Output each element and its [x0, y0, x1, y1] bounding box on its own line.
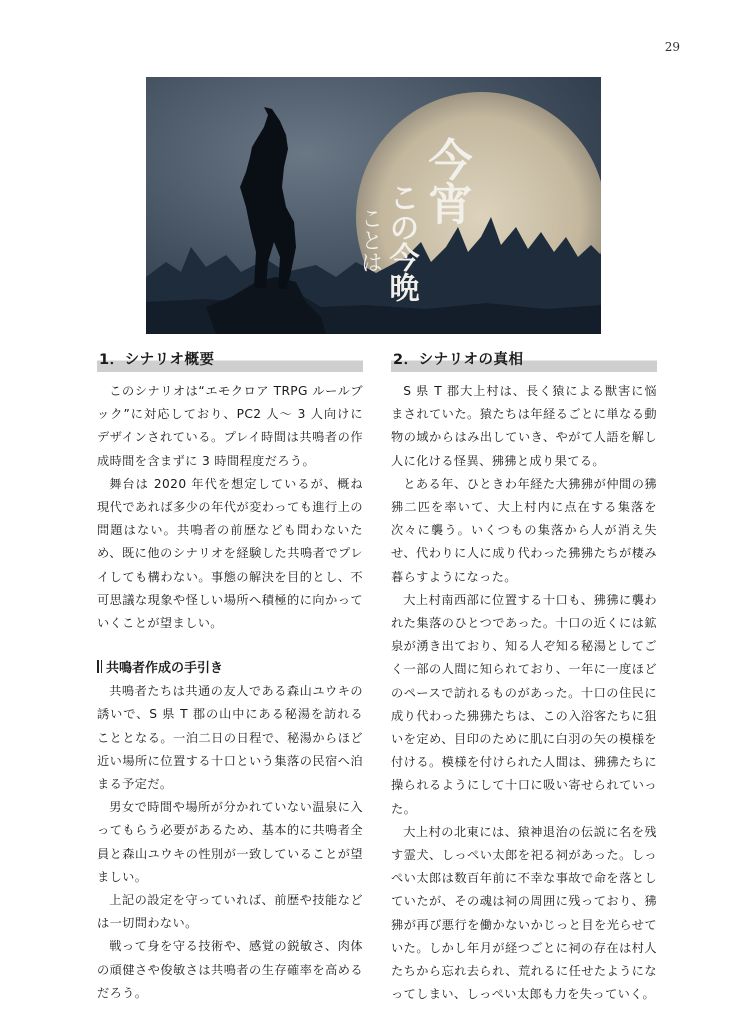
- paragraph: とある年、ひときわ年経た大狒狒が仲間の狒狒二匹を率いて、大上村内に点在する集落を次々に襲う。いくつもの集落から人が消え失せ、代わりに人に成り代わった狒狒たちが棲み暮らすようになった。: [391, 476, 657, 584]
- left-column: [97, 346, 363, 1005]
- sub-heading-creation-guide: [97, 657, 363, 676]
- paragraph: 男女で時間や場所が分かれていない温泉に入ってもらう必要があるため、基本的に共鳴者全員と森山ユウキの性別が一致していることが望ましい。: [97, 800, 363, 884]
- paragraph: 大上村の北東には、猿神退治の伝説に名を残す霊犬、しっぺい太郎を祀る祠があった。しっぺい太郎は数百年前に不幸な事故で命を落としていたが、その魂は祠の周囲に残っており、狒狒が再び悪行を働かないかじっと目を光らせていた。しかし年月が経つごとに祠の存在は村人たちから忘れ去られ、荒れるに任せたようになってしまい、しっぺい太郎も力を失っていく。: [391, 824, 657, 1002]
- page-number: 29: [664, 40, 680, 54]
- right-column: [391, 346, 657, 1006]
- paragraph: 舞台は 2020 年代を想定しているが、概ね現代であれば多少の年代が変わっても進行上の問題はない。共鳴者の前歴なども問わないため、既に他のシナリオを経験した共鳴者でプレイしても構わない。事態の解決を目的とし、不可思議な現象や怪しい場所へ積極的に向かっていくことが望ましい。: [97, 476, 363, 631]
- hero-title-line2: この今晩: [383, 182, 419, 302]
- paragraph: 大上村南西部に位置する十口も、狒狒に襲われた集落のひとつであった。十口の近くには鉱泉が湧き出ており、知る人ぞ知る秘湯としてごく一部の人間に知られており、一年に一度ほどのペースで訪れるものがあった。十口の住民に成り代わった狒狒たちは、この入浴客たちに狙いを定め、目印のために肌に白羽の矢の模様を付ける。模様を付けられた人間は、狒狒たちに操られるようにして十口に吸い寄せられていった。: [391, 592, 657, 816]
- paragraph: S 県 T 郡大上村は、長く猿による獣害に悩まされていた。猿たちは年経るごとに単なる動物の域からはみ出していき、やがて人語を解し人に化ける怪異、狒狒と成り果てる。: [391, 384, 657, 468]
- section-heading-truth: 2．シナリオの真相: [391, 346, 657, 372]
- double-bar-icon: [97, 660, 102, 674]
- hero-image: [146, 77, 601, 334]
- paragraph: 上記の設定を守っていれば、前歴や技能などは一切問わない。: [97, 893, 363, 931]
- hero-title-line3: ことは: [357, 207, 383, 273]
- sub-heading-label: 共鳴者作成の手引き: [106, 661, 224, 677]
- paragraph: 戦って身を守る技術や、感覚の鋭敏さ、肉体の頑健さや俊敏さは共鳴者の生存確率を高めるだろう。: [97, 939, 363, 1000]
- paragraph: 共鳴者たちは共通の友人である森山ユウキの誘いで、S 県 T 郡の山中にある秘湯を訪れることとなる。一泊二日の日程で、秘湯からほど近い場所に位置する十口という集落の民宿へ泊まる予定だ。: [97, 684, 363, 792]
- paragraph: このシナリオは“エモクロア TRPG ルールブック”に対応しており、PC2 人〜 3 人向けにデザインされている。プレイ時間は共鳴者の作成時間を含まずに 3 時間程度だろう。: [97, 384, 363, 468]
- section-heading-overview: 1．シナリオ概要: [97, 346, 363, 372]
- hero-title-line1: 今宵: [420, 137, 472, 225]
